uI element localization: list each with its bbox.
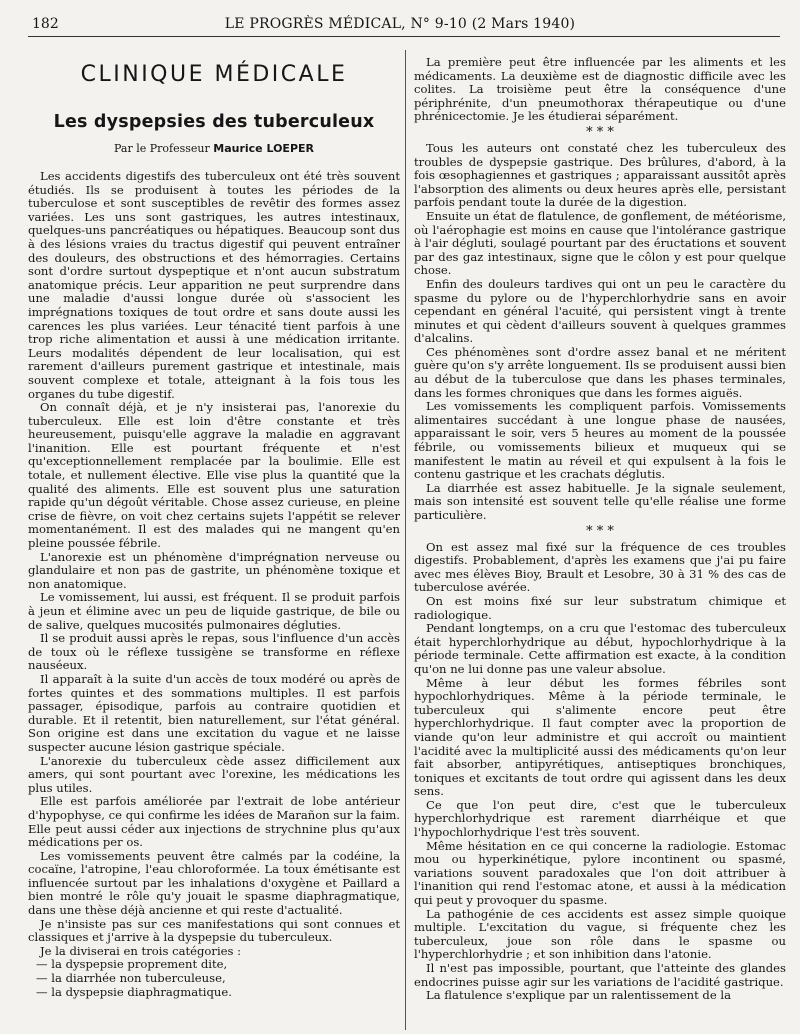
running-title: LE PROGRÈS MÉDICAL, N° 9-10 (2 Mars 1940): [224, 16, 576, 32]
paragraph: On est moins fixé sur leur substratum chimique et radiologique.: [414, 593, 786, 622]
byline: [28, 142, 400, 155]
paragraph: Les accidents digestifs des tuberculeux ont été très souvent étudiés. Ils se produisent à toutes les périodes de la tuberculose et sont susceptibles de revêtir des formes assez variées. Les uns sont gastriques, les autres intestinaux, quelques-uns pancréatiques ou hépatiques. Beaucoup sont dus à des lésions vraies du tractus digestif qui peuvent entraîner des douleurs, des obstructions et des hémorragies. Certains sont d'ordre surtout dyspeptique et n'ont aucun substratum anatomique précis. Leur apparition ne peut surprendre dans une maladie d'aussi longue durée où s'associent les imprégnations toxiques de tout ordre et sans doute aussi les carences les plus variées. Leur ténacité tient parfois à une trop riche alimentation et aussi à une médication irritante. Leurs modalités dépendent de leur localisation, qui est rarement d'ailleurs purement gastrique et intestinale, mais souvent complexe et totale, atteignant à la fois tous les organes du tube digestif.: [28, 169, 400, 401]
paragraph: Il se produit aussi après le repas, sous l'influence d'un accès de toux où le réflexe tussigène se transforme en réflexe nauséeux.: [28, 631, 400, 673]
list-item: — la diarrhée non tuberculeuse,: [36, 971, 226, 986]
paragraph: On est assez mal fixé sur la fréquence de ces troubles digestifs. Probablement, d'après les examens que j'ai pu faire avec mes élèves Bioy, Brault et Lesobre, 30 à 31 % des cas de tuberculose avérée.: [414, 539, 786, 595]
page-number: 182: [32, 16, 59, 32]
paragraph: La pathogénie de ces accidents est assez simple quoique multiple. L'excitation du vague, si fréquente chez les tuberculeux, joue son rôle dans le spasme ou l'hyperchlorhydrie ; et son inhibition dans l'atonie.: [414, 906, 786, 962]
right-column: [414, 56, 786, 1003]
paragraph: Elle est parfois améliorée par l'extrait de lobe antérieur d'hypophyse, ce qui confirme les idées de Marañon sur la faim. Elle peut aussi céder aux injections de strychnine plus qu'aux médications per os.: [28, 794, 400, 850]
section-break-stars: * * *: [586, 124, 614, 140]
paragraph: Les vomissements peuvent être calmés par la codéine, la cocaïne, l'atropine, l'eau chloroformée. La toux émétisante est influencée surtout par les inhalations d'oxygène et Paillard a bien montré le rôle qu'y jouait le spasme diaphragmatique, dans une thèse déjà ancienne et qui reste d'actualité.: [28, 848, 400, 918]
paragraph: Le vomissement, lui aussi, est fréquent. Il se produit parfois à jeun et élimine avec un peu de liquide gastrique, de bile ou de salive, quelques mucosités pulmonaires dégluties.: [28, 590, 400, 632]
byline-prefix: Par le Professeur: [113, 142, 210, 155]
paragraph: Ce que l'on peut dire, c'est que le tuberculeux hyperchlorhydrique est rarement diarrhéique et que l'hypochlorhydrique l'est très souvent.: [414, 797, 786, 840]
paragraph: Même hésitation en ce qui concerne la radiologie. Estomac mou ou hyperkinétique, pylore incontinent ou spasmé, variations souvent paradoxales que l'on doit attribuer à l'inanition qui rend l'estomac atone, et aussi à la médication qui peut y provoquer du spasme.: [414, 838, 786, 908]
author-name: Maurice LOEPER: [213, 142, 314, 155]
paragraph: La flatulence s'explique par un ralentissement de la: [426, 988, 732, 1003]
list-item: — la dyspepsie diaphragmatique.: [36, 984, 232, 999]
paragraph: L'anorexie du tuberculeux cède assez difficilement aux amers, qui sont pourtant avec l'orexine, les médications les plus utiles.: [28, 753, 400, 795]
paragraph: Les vomissements les compliquent parfois. Vomissements alimentaires succédant à une longue phase de nausées, apparaissant le soir, vers 5 heures au moment de la poussée fébrile, ou vomissements bilieux et muqueux qui se manifestent le matin au réveil et qui expulsent à la fois le contenu gastrique et les crachats déglutis.: [414, 399, 786, 482]
paragraph: Ces phénomènes sont d'ordre assez banal et ne méritent guère qu'on s'y arrête longuement. Ils se produisent aussi bien au début de la tuberculose que dans les phases terminales, dans les formes chroniques que dans les formes aiguës.: [414, 344, 786, 400]
article-title: Les dyspepsies des tuberculeux: [53, 112, 375, 132]
section-heading: CLINIQUE MÉDICALE: [80, 62, 348, 87]
paragraph: Il apparaît à la suite d'un accès de toux modéré ou après de fortes quintes et des sommations multiples. Il est parfois passager, épisodique, parfois au contraire quotidien et durable. Et il retentit, bien naturellement, sur l'état général. Son origine est dans une excitation du vague et ne laisse suspecter aucune lésion gastrique spéciale.: [28, 671, 400, 754]
paragraph: Il n'est pas impossible, pourtant, que l'atteinte des glandes endocrines puisse agir sur les variations de l'acidité gastrique.: [414, 961, 786, 989]
paragraph: L'anorexie est un phénomène d'imprégnation nerveuse ou glandulaire et non pas de gastrite, un phénomène toxique et non anatomique.: [28, 549, 400, 591]
left-column: [28, 170, 400, 999]
paragraph: La première peut être influencée par les aliments et les médicaments. La deuxième est de diagnostic difficile avec les colites. La troisième peut être la conséquence d'une périphrénite, d'un pneumothorax thérapeutique ou d'une phrénicectomie. Je les étudierai séparément.: [414, 55, 786, 124]
paragraph: Même à leur début les formes fébriles sont hypochlorhydriques. Même à la période terminale, le tuberculeux qui s'alimente encore peut être hyperchlorhydrique. Il faut compter avec la proportion de viande qu'on leur administre et qui accroît ou maintient l'acidité avec la multiplicité aussi des médicaments qu'on leur fait absorber, antipyrétiques, antiseptiques bronchiques, toniques et excitants de tout ordre qui agissent dans les deux sens.: [414, 675, 786, 799]
paragraph: On connaît déjà, et je n'y insisterai pas, l'anorexie du tuberculeux. Elle est loin d'être constante et très heureusement, puisqu'elle aggrave la maladie en aggravant l'inanition. Elle est pourtant fréquente et n'est qu'exceptionnellement remplacée par la boulimie. Elle est totale, et nullement élective. Elle vise plus la quantité que la qualité des aliments. Elle est souvent plus une saturation rapide qu'un dégoût véritable. Chose assez curieuse, en pleine crise de fièvre, on voit chez certains sujets l'appétit se relever momentanément. Il est des malades qui ne mangent qu'en pleine poussée fébrile.: [28, 400, 400, 551]
paragraph: Tous les auteurs ont constaté chez les tuberculeux des troubles de dyspepsie gastrique. Des brûlures, d'abord, à la fois œsophagiennes et gastriques ; apparaissant aussitôt après l'absorption des aliments ou deux heures après elle, persistant parfois pendant toute la durée de la digestion.: [414, 140, 786, 210]
running-header: [22, 14, 778, 36]
paragraph: La diarrhée est assez habituelle. Je la signale seulement, mais son intensité est souvent telle qu'elle réalise une forme particulière.: [414, 480, 786, 522]
list-item: — la dyspepsie proprement dite,: [36, 957, 228, 972]
header-rule: [28, 36, 780, 37]
paragraph: Ensuite un état de flatulence, de gonflement, de météorisme, où l'aérophagie est moins en cause que l'intolérance gastrique à l'air dégluti, soulagé pourtant par des éructations et souvent par des gaz intestinaux, signe que le côlon y est pour quelque chose.: [414, 208, 787, 278]
paragraph: Je la diviserai en trois catégories :: [40, 943, 242, 958]
column-divider: [405, 50, 406, 1030]
paragraph: Pendant longtemps, on a cru que l'estomac des tuberculeux était hyperchlorhydrique au début, hypochlorhydrique à la période terminale. Cette affirmation est exacte, à la condition qu'on ne lui donne pas une valeur absolue.: [414, 621, 786, 676]
paragraph: Je n'insiste pas sur ces manifestations qui sont connues et classiques et j'arrive à la dyspepsie du tuberculeux.: [28, 916, 400, 945]
section-break-stars: * * *: [586, 523, 614, 539]
paragraph: Enfin des douleurs tardives qui ont un peu le caractère du spasme du pylore ou de l'hyperchlorhydrie sans en avoir cependant en général l'acuité, qui persistent vingt à trente minutes et qui cèdent d'ailleurs souvent à quelques grammes d'alcalins.: [414, 276, 786, 346]
